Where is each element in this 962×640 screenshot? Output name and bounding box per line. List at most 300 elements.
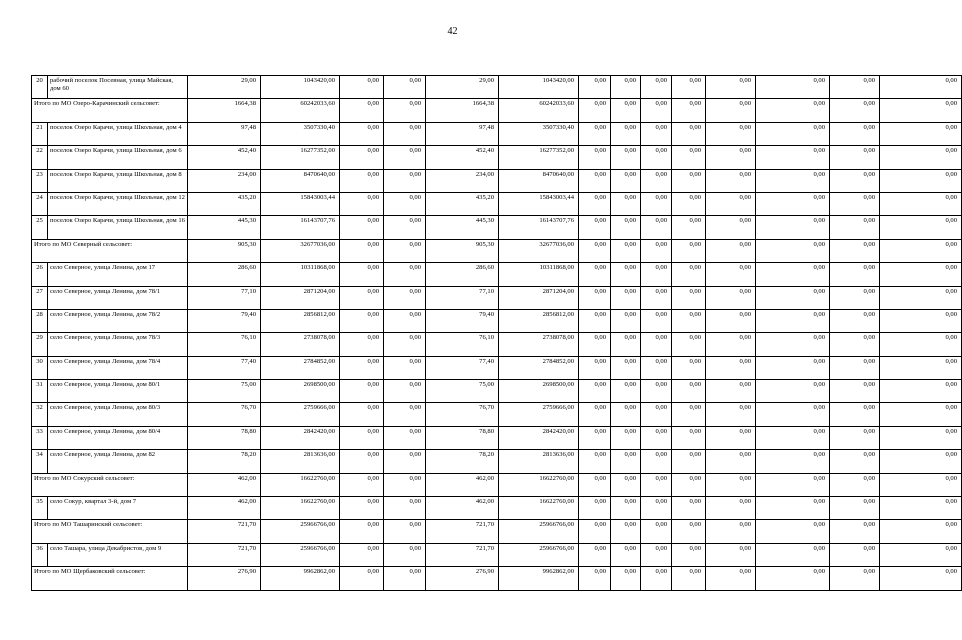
value-cell: 0,00 bbox=[579, 333, 611, 356]
value-cell: 2813636,00 bbox=[499, 450, 579, 473]
value-cell: 0,00 bbox=[880, 216, 962, 239]
value-cell: 0,00 bbox=[611, 192, 641, 215]
value-cell: 0,00 bbox=[340, 426, 384, 449]
value-cell: 0,00 bbox=[706, 426, 756, 449]
value-cell: 0,00 bbox=[641, 309, 672, 332]
value-cell: 1664,38 bbox=[426, 99, 499, 122]
value-cell: 0,00 bbox=[880, 286, 962, 309]
subtotal-row bbox=[32, 99, 962, 122]
value-cell: 0,00 bbox=[756, 450, 830, 473]
value-cell: 0,00 bbox=[880, 169, 962, 192]
value-cell: 0,00 bbox=[880, 239, 962, 262]
value-cell: 0,00 bbox=[340, 543, 384, 566]
value-cell: 75,00 bbox=[426, 380, 499, 403]
value-cell: 721,70 bbox=[426, 543, 499, 566]
value-cell: 0,00 bbox=[611, 169, 641, 192]
value-cell: 0,00 bbox=[340, 286, 384, 309]
table-row bbox=[32, 76, 962, 99]
value-cell: 276,90 bbox=[188, 567, 261, 590]
value-cell: 462,00 bbox=[188, 473, 261, 496]
value-cell: 0,00 bbox=[579, 192, 611, 215]
value-cell: 452,40 bbox=[426, 146, 499, 169]
value-cell: 0,00 bbox=[641, 520, 672, 543]
value-cell: 0,00 bbox=[340, 216, 384, 239]
value-cell: 0,00 bbox=[579, 450, 611, 473]
row-number-cell: 29 bbox=[32, 333, 48, 356]
value-cell: 0,00 bbox=[706, 497, 756, 520]
value-cell: 16622760,00 bbox=[499, 473, 579, 496]
value-cell: 0,00 bbox=[641, 122, 672, 145]
subtotal-row bbox=[32, 520, 962, 543]
address-cell: село Северное, улица Ленина, дом 78/2 bbox=[48, 309, 188, 332]
table-row bbox=[32, 380, 962, 403]
value-cell: 77,10 bbox=[426, 286, 499, 309]
value-cell: 0,00 bbox=[579, 76, 611, 99]
address-cell: село Северное, улица Ленина, дом 78/3 bbox=[48, 333, 188, 356]
value-cell: 97,48 bbox=[426, 122, 499, 145]
value-cell: 0,00 bbox=[756, 473, 830, 496]
value-cell: 0,00 bbox=[641, 356, 672, 379]
value-cell: 0,00 bbox=[384, 426, 426, 449]
value-cell: 78,20 bbox=[188, 450, 261, 473]
value-cell: 0,00 bbox=[830, 543, 880, 566]
value-cell: 0,00 bbox=[579, 239, 611, 262]
value-cell: 0,00 bbox=[830, 333, 880, 356]
value-cell: 79,40 bbox=[188, 309, 261, 332]
value-cell: 0,00 bbox=[672, 403, 706, 426]
value-cell: 0,00 bbox=[706, 286, 756, 309]
value-cell: 0,00 bbox=[611, 356, 641, 379]
value-cell: 0,00 bbox=[641, 450, 672, 473]
value-cell: 0,00 bbox=[830, 473, 880, 496]
value-cell: 0,00 bbox=[672, 309, 706, 332]
row-number-cell: 32 bbox=[32, 403, 48, 426]
value-cell: 0,00 bbox=[611, 122, 641, 145]
value-cell: 0,00 bbox=[611, 286, 641, 309]
value-cell: 0,00 bbox=[384, 76, 426, 99]
value-cell: 0,00 bbox=[641, 146, 672, 169]
value-cell: 0,00 bbox=[756, 99, 830, 122]
value-cell: 10311868,00 bbox=[261, 263, 340, 286]
subtotal-row bbox=[32, 473, 962, 496]
value-cell: 0,00 bbox=[611, 239, 641, 262]
table-row bbox=[32, 426, 962, 449]
value-cell: 0,00 bbox=[384, 146, 426, 169]
table-row bbox=[32, 263, 962, 286]
value-cell: 0,00 bbox=[579, 216, 611, 239]
address-cell: село Ташара, улица Декабристов, дом 9 bbox=[48, 543, 188, 566]
value-cell: 0,00 bbox=[611, 473, 641, 496]
value-cell: 0,00 bbox=[830, 76, 880, 99]
value-cell: 0,00 bbox=[830, 567, 880, 590]
value-cell: 0,00 bbox=[880, 567, 962, 590]
value-cell: 15843003,44 bbox=[499, 192, 579, 215]
value-cell: 0,00 bbox=[756, 426, 830, 449]
value-cell: 0,00 bbox=[830, 309, 880, 332]
value-cell: 0,00 bbox=[706, 76, 756, 99]
table-row bbox=[32, 356, 962, 379]
value-cell: 1664,38 bbox=[188, 99, 261, 122]
value-cell: 0,00 bbox=[756, 309, 830, 332]
address-cell: село Сокур, квартал 3-й, дом 7 bbox=[48, 497, 188, 520]
value-cell: 0,00 bbox=[880, 356, 962, 379]
row-number-cell: 26 bbox=[32, 263, 48, 286]
address-cell: село Северное, улица Ленина, дом 80/3 bbox=[48, 403, 188, 426]
subtotal-label-cell: Итого по МО Озеро-Карачинский сельсовет: bbox=[32, 99, 188, 122]
value-cell: 0,00 bbox=[641, 426, 672, 449]
value-cell: 905,30 bbox=[188, 239, 261, 262]
value-cell: 0,00 bbox=[340, 333, 384, 356]
value-cell: 0,00 bbox=[611, 403, 641, 426]
value-cell: 0,00 bbox=[706, 543, 756, 566]
value-cell: 0,00 bbox=[830, 122, 880, 145]
value-cell: 0,00 bbox=[706, 239, 756, 262]
value-cell: 0,00 bbox=[756, 380, 830, 403]
value-cell: 0,00 bbox=[579, 520, 611, 543]
table-row bbox=[32, 146, 962, 169]
value-cell: 76,70 bbox=[426, 403, 499, 426]
capital-repair-table bbox=[31, 75, 962, 591]
value-cell: 97,48 bbox=[188, 122, 261, 145]
value-cell: 0,00 bbox=[706, 403, 756, 426]
value-cell: 2759666,00 bbox=[261, 403, 340, 426]
table-row bbox=[32, 122, 962, 145]
value-cell: 0,00 bbox=[672, 380, 706, 403]
value-cell: 0,00 bbox=[706, 520, 756, 543]
value-cell: 25966766,00 bbox=[499, 520, 579, 543]
value-cell: 0,00 bbox=[706, 169, 756, 192]
row-number-cell: 27 bbox=[32, 286, 48, 309]
value-cell: 0,00 bbox=[672, 146, 706, 169]
table-row bbox=[32, 333, 962, 356]
value-cell: 16277352,00 bbox=[261, 146, 340, 169]
value-cell: 77,10 bbox=[188, 286, 261, 309]
value-cell: 0,00 bbox=[641, 380, 672, 403]
value-cell: 445,30 bbox=[426, 216, 499, 239]
value-cell: 0,00 bbox=[611, 216, 641, 239]
value-cell: 1043420,00 bbox=[261, 76, 340, 99]
value-cell: 0,00 bbox=[830, 497, 880, 520]
table-row bbox=[32, 169, 962, 192]
value-cell: 721,70 bbox=[188, 543, 261, 566]
address-cell: поселок Озеро Карачи, улица Школьная, дом 8 bbox=[48, 169, 188, 192]
value-cell: 0,00 bbox=[340, 450, 384, 473]
value-cell: 0,00 bbox=[756, 239, 830, 262]
value-cell: 0,00 bbox=[756, 122, 830, 145]
value-cell: 60242033,60 bbox=[261, 99, 340, 122]
value-cell: 0,00 bbox=[756, 76, 830, 99]
value-cell: 0,00 bbox=[672, 450, 706, 473]
value-cell: 8470640,00 bbox=[261, 169, 340, 192]
value-cell: 2842420,00 bbox=[261, 426, 340, 449]
value-cell: 0,00 bbox=[641, 216, 672, 239]
row-number-cell: 35 bbox=[32, 497, 48, 520]
value-cell: 16143707,76 bbox=[261, 216, 340, 239]
value-cell: 435,20 bbox=[426, 192, 499, 215]
value-cell: 0,00 bbox=[830, 426, 880, 449]
value-cell: 0,00 bbox=[830, 520, 880, 543]
value-cell: 0,00 bbox=[756, 216, 830, 239]
value-cell: 29,00 bbox=[188, 76, 261, 99]
value-cell: 0,00 bbox=[830, 263, 880, 286]
value-cell: 0,00 bbox=[672, 333, 706, 356]
value-cell: 721,70 bbox=[188, 520, 261, 543]
value-cell: 0,00 bbox=[340, 192, 384, 215]
value-cell: 0,00 bbox=[672, 263, 706, 286]
value-cell: 0,00 bbox=[340, 309, 384, 332]
value-cell: 1043420,00 bbox=[499, 76, 579, 99]
value-cell: 0,00 bbox=[384, 497, 426, 520]
value-cell: 16143707,76 bbox=[499, 216, 579, 239]
row-number-cell: 24 bbox=[32, 192, 48, 215]
value-cell: 0,00 bbox=[340, 403, 384, 426]
value-cell: 2856812,00 bbox=[261, 309, 340, 332]
value-cell: 0,00 bbox=[830, 450, 880, 473]
value-cell: 0,00 bbox=[830, 403, 880, 426]
row-number-cell: 36 bbox=[32, 543, 48, 566]
value-cell: 0,00 bbox=[641, 76, 672, 99]
value-cell: 16622760,00 bbox=[261, 473, 340, 496]
value-cell: 0,00 bbox=[756, 403, 830, 426]
value-cell: 0,00 bbox=[756, 146, 830, 169]
value-cell: 0,00 bbox=[672, 239, 706, 262]
address-cell: поселок Озеро Карачи, улица Школьная, дом 4 bbox=[48, 122, 188, 145]
value-cell: 0,00 bbox=[384, 380, 426, 403]
value-cell: 0,00 bbox=[880, 473, 962, 496]
value-cell: 0,00 bbox=[706, 216, 756, 239]
value-cell: 0,00 bbox=[384, 216, 426, 239]
table-row bbox=[32, 216, 962, 239]
value-cell: 2842420,00 bbox=[499, 426, 579, 449]
value-cell: 0,00 bbox=[672, 286, 706, 309]
value-cell: 0,00 bbox=[641, 497, 672, 520]
value-cell: 25966766,00 bbox=[261, 543, 340, 566]
value-cell: 0,00 bbox=[641, 403, 672, 426]
table-row bbox=[32, 543, 962, 566]
value-cell: 0,00 bbox=[579, 543, 611, 566]
address-cell: село Северное, улица Ленина, дом 78/1 bbox=[48, 286, 188, 309]
value-cell: 76,70 bbox=[188, 403, 261, 426]
value-cell: 286,60 bbox=[426, 263, 499, 286]
value-cell: 0,00 bbox=[706, 122, 756, 145]
value-cell: 0,00 bbox=[641, 473, 672, 496]
value-cell: 0,00 bbox=[579, 403, 611, 426]
value-cell: 905,30 bbox=[426, 239, 499, 262]
value-cell: 0,00 bbox=[340, 497, 384, 520]
row-number-cell: 20 bbox=[32, 76, 48, 99]
value-cell: 3507330,40 bbox=[261, 122, 340, 145]
value-cell: 0,00 bbox=[706, 380, 756, 403]
value-cell: 0,00 bbox=[611, 567, 641, 590]
value-cell: 0,00 bbox=[340, 473, 384, 496]
value-cell: 0,00 bbox=[880, 426, 962, 449]
value-cell: 0,00 bbox=[706, 333, 756, 356]
value-cell: 0,00 bbox=[384, 403, 426, 426]
value-cell: 0,00 bbox=[641, 99, 672, 122]
row-number-cell: 22 bbox=[32, 146, 48, 169]
value-cell: 0,00 bbox=[340, 567, 384, 590]
value-cell: 0,00 bbox=[756, 286, 830, 309]
subtotal-label-cell: Итого по МО Северный сельсовет: bbox=[32, 239, 188, 262]
value-cell: 2813636,00 bbox=[261, 450, 340, 473]
value-cell: 76,10 bbox=[188, 333, 261, 356]
value-cell: 0,00 bbox=[611, 309, 641, 332]
value-cell: 0,00 bbox=[706, 263, 756, 286]
table-row bbox=[32, 403, 962, 426]
value-cell: 0,00 bbox=[706, 356, 756, 379]
address-cell: рабочий поселок Посевная, улица Майская, дом 60 bbox=[48, 76, 188, 99]
value-cell: 0,00 bbox=[611, 76, 641, 99]
value-cell: 0,00 bbox=[880, 543, 962, 566]
value-cell: 452,40 bbox=[188, 146, 261, 169]
value-cell: 0,00 bbox=[611, 520, 641, 543]
value-cell: 0,00 bbox=[880, 403, 962, 426]
value-cell: 0,00 bbox=[340, 99, 384, 122]
value-cell: 0,00 bbox=[611, 99, 641, 122]
address-cell: село Северное, улица Ленина, дом 80/4 bbox=[48, 426, 188, 449]
value-cell: 462,00 bbox=[188, 497, 261, 520]
row-number-cell: 30 bbox=[32, 356, 48, 379]
value-cell: 0,00 bbox=[579, 426, 611, 449]
row-number-cell: 21 bbox=[32, 122, 48, 145]
value-cell: 0,00 bbox=[706, 99, 756, 122]
value-cell: 0,00 bbox=[830, 356, 880, 379]
table-row bbox=[32, 450, 962, 473]
value-cell: 0,00 bbox=[641, 239, 672, 262]
subtotal-row bbox=[32, 567, 962, 590]
value-cell: 0,00 bbox=[611, 450, 641, 473]
value-cell: 2784852,00 bbox=[499, 356, 579, 379]
value-cell: 0,00 bbox=[611, 333, 641, 356]
value-cell: 2871204,00 bbox=[499, 286, 579, 309]
value-cell: 0,00 bbox=[579, 169, 611, 192]
value-cell: 0,00 bbox=[880, 122, 962, 145]
value-cell: 0,00 bbox=[830, 99, 880, 122]
value-cell: 0,00 bbox=[579, 263, 611, 286]
value-cell: 0,00 bbox=[641, 543, 672, 566]
value-cell: 0,00 bbox=[830, 192, 880, 215]
value-cell: 0,00 bbox=[880, 380, 962, 403]
value-cell: 2738078,00 bbox=[261, 333, 340, 356]
value-cell: 0,00 bbox=[672, 520, 706, 543]
value-cell: 0,00 bbox=[756, 192, 830, 215]
value-cell: 77,40 bbox=[188, 356, 261, 379]
value-cell: 0,00 bbox=[579, 146, 611, 169]
value-cell: 0,00 bbox=[672, 192, 706, 215]
value-cell: 2784852,00 bbox=[261, 356, 340, 379]
value-cell: 0,00 bbox=[672, 567, 706, 590]
page-number: 42 bbox=[447, 26, 458, 37]
value-cell: 0,00 bbox=[579, 380, 611, 403]
value-cell: 0,00 bbox=[672, 473, 706, 496]
row-number-cell: 31 bbox=[32, 380, 48, 403]
value-cell: 0,00 bbox=[880, 333, 962, 356]
value-cell: 0,00 bbox=[384, 99, 426, 122]
value-cell: 25966766,00 bbox=[261, 520, 340, 543]
value-cell: 0,00 bbox=[880, 520, 962, 543]
subtotal-label-cell: Итого по МО Сокурский сельсовет: bbox=[32, 473, 188, 496]
address-cell: село Северное, улица Ленина, дом 80/1 bbox=[48, 380, 188, 403]
value-cell: 15843003,44 bbox=[261, 192, 340, 215]
value-cell: 78,80 bbox=[188, 426, 261, 449]
value-cell: 0,00 bbox=[830, 239, 880, 262]
value-cell: 76,10 bbox=[426, 333, 499, 356]
value-cell: 2759666,00 bbox=[499, 403, 579, 426]
value-cell: 0,00 bbox=[384, 169, 426, 192]
value-cell: 77,40 bbox=[426, 356, 499, 379]
value-cell: 0,00 bbox=[384, 450, 426, 473]
table-row bbox=[32, 309, 962, 332]
row-number-cell: 33 bbox=[32, 426, 48, 449]
value-cell: 0,00 bbox=[880, 497, 962, 520]
value-cell: 0,00 bbox=[756, 543, 830, 566]
value-cell: 75,00 bbox=[188, 380, 261, 403]
value-cell: 0,00 bbox=[579, 99, 611, 122]
value-cell: 721,70 bbox=[426, 520, 499, 543]
row-number-cell: 28 bbox=[32, 309, 48, 332]
value-cell: 462,00 bbox=[426, 473, 499, 496]
value-cell: 0,00 bbox=[672, 76, 706, 99]
value-cell: 0,00 bbox=[384, 520, 426, 543]
table-row bbox=[32, 497, 962, 520]
address-cell: поселок Озеро Карачи, улица Школьная, дом 6 bbox=[48, 146, 188, 169]
value-cell: 0,00 bbox=[706, 309, 756, 332]
value-cell: 445,30 bbox=[188, 216, 261, 239]
value-cell: 29,00 bbox=[426, 76, 499, 99]
table-body bbox=[32, 76, 962, 591]
value-cell: 78,80 bbox=[426, 426, 499, 449]
value-cell: 79,40 bbox=[426, 309, 499, 332]
subtotal-label-cell: Итого по МО Щербаковский сельсовет: bbox=[32, 567, 188, 590]
value-cell: 0,00 bbox=[672, 543, 706, 566]
value-cell: 32677036,00 bbox=[261, 239, 340, 262]
value-cell: 0,00 bbox=[672, 426, 706, 449]
value-cell: 0,00 bbox=[830, 216, 880, 239]
subtotal-row bbox=[32, 239, 962, 262]
value-cell: 9962862,00 bbox=[499, 567, 579, 590]
value-cell: 0,00 bbox=[340, 356, 384, 379]
value-cell: 2871204,00 bbox=[261, 286, 340, 309]
value-cell: 8470640,00 bbox=[499, 169, 579, 192]
address-cell: поселок Озеро Карачи, улица Школьная, дом 16 bbox=[48, 216, 188, 239]
value-cell: 9962862,00 bbox=[261, 567, 340, 590]
value-cell: 0,00 bbox=[611, 263, 641, 286]
value-cell: 0,00 bbox=[611, 497, 641, 520]
value-cell: 0,00 bbox=[641, 169, 672, 192]
value-cell: 0,00 bbox=[340, 169, 384, 192]
value-cell: 60242033,60 bbox=[499, 99, 579, 122]
value-cell: 16622760,00 bbox=[261, 497, 340, 520]
value-cell: 78,20 bbox=[426, 450, 499, 473]
value-cell: 0,00 bbox=[880, 309, 962, 332]
value-cell: 0,00 bbox=[384, 286, 426, 309]
value-cell: 0,00 bbox=[756, 567, 830, 590]
value-cell: 0,00 bbox=[384, 239, 426, 262]
value-cell: 286,60 bbox=[188, 263, 261, 286]
value-cell: 0,00 bbox=[706, 192, 756, 215]
address-cell: село Северное, улица Ленина, дом 82 bbox=[48, 450, 188, 473]
table-row bbox=[32, 192, 962, 215]
value-cell: 0,00 bbox=[384, 567, 426, 590]
value-cell: 0,00 bbox=[672, 169, 706, 192]
value-cell: 0,00 bbox=[579, 473, 611, 496]
value-cell: 0,00 bbox=[706, 473, 756, 496]
value-cell: 0,00 bbox=[706, 567, 756, 590]
value-cell: 0,00 bbox=[880, 99, 962, 122]
value-cell: 0,00 bbox=[672, 356, 706, 379]
value-cell: 0,00 bbox=[340, 520, 384, 543]
value-cell: 0,00 bbox=[756, 520, 830, 543]
